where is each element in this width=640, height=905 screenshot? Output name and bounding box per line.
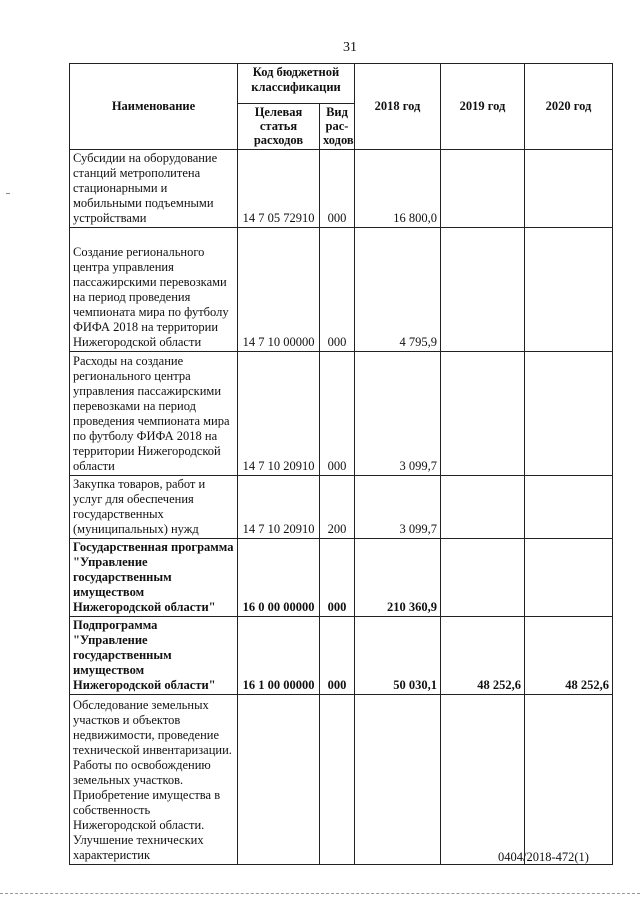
header-target-article: Целевая статья расходов: [238, 104, 320, 150]
row-code: [238, 695, 320, 865]
row-kind: 000: [320, 539, 355, 617]
table-row: [70, 695, 613, 865]
row-kind: 000: [320, 150, 355, 228]
row-name: Государственная программа "Управление государственным имуществом Нижегородской области": [70, 539, 238, 617]
row-code: 14 7 10 20910: [238, 476, 320, 539]
row-2019: [441, 150, 525, 228]
row-2020: [525, 539, 613, 617]
row-2018: 3 099,7: [355, 352, 441, 476]
budget-table: [69, 63, 613, 865]
row-kind: [320, 695, 355, 865]
row-2019: [441, 695, 525, 865]
header-2020: 2020 год: [525, 64, 613, 150]
header-expense-kind: Вид рас-ходов: [320, 104, 355, 150]
table-row: [70, 539, 613, 617]
row-code: 16 1 00 00000: [238, 617, 320, 695]
row-2020: [525, 228, 613, 352]
row-2019: [441, 352, 525, 476]
row-code: 14 7 05 72910: [238, 150, 320, 228]
row-2019: [441, 476, 525, 539]
row-kind: 000: [320, 352, 355, 476]
row-2020: [525, 352, 613, 476]
row-name: Обследование земельных участков и объектов недвижимости, проведение технической инвентаризации. Работы по освобождению земельных участков. Приобретение имущества в собственность Нижегородской области. Улучшение технических характеристик: [70, 695, 238, 865]
table-row: [70, 228, 613, 352]
row-name: Закупка товаров, работ и услуг для обеспечения государственных (муниципальных) нужд: [70, 476, 238, 539]
table-row: [70, 476, 613, 539]
header-name: Наименование: [70, 64, 238, 150]
row-name: Субсидии на оборудование станций метрополитена стационарными и мобильными подъемными устройствами: [70, 150, 238, 228]
margin-mark: [6, 193, 10, 194]
row-kind: 000: [320, 228, 355, 352]
row-kind: 200: [320, 476, 355, 539]
row-2018: 50 030,1: [355, 617, 441, 695]
row-2020: 48 252,6: [525, 617, 613, 695]
row-2018: 16 800,0: [355, 150, 441, 228]
page-number: 31: [343, 40, 357, 55]
row-2018: 210 360,9: [355, 539, 441, 617]
row-2020: [525, 695, 613, 865]
row-code: 16 0 00 00000: [238, 539, 320, 617]
header-2018: 2018 год: [355, 64, 441, 150]
row-2018: 3 099,7: [355, 476, 441, 539]
row-2019: [441, 228, 525, 352]
header-2019: 2019 год: [441, 64, 525, 150]
scan-edge-line: [0, 893, 640, 894]
row-2019: 48 252,6: [441, 617, 525, 695]
row-code: 14 7 10 20910: [238, 352, 320, 476]
row-2018: 4 795,9: [355, 228, 441, 352]
row-2018: [355, 695, 441, 865]
header-budget-code-group: Код бюджетной классификации: [238, 64, 355, 104]
table-row: [70, 617, 613, 695]
row-kind: 000: [320, 617, 355, 695]
table-row: [70, 352, 613, 476]
row-2020: [525, 476, 613, 539]
row-2019: [441, 539, 525, 617]
row-code: 14 7 10 00000: [238, 228, 320, 352]
row-name: Подпрограмма "Управление государственным имуществом Нижегородской области": [70, 617, 238, 695]
document-code: 0404/2018-472(1): [498, 850, 589, 864]
row-name: Расходы на создание регионального центра управления пассажирскими перевозками на период проведения чемпионата мира по футболу ФИФА 2018 на территории Нижегородской области: [70, 352, 238, 476]
table-row: [70, 150, 613, 228]
row-2020: [525, 150, 613, 228]
row-name: Создание регионального центра управления пассажирскими перевозками на период проведения чемпионата мира по футболу ФИФА 2018 на территории Нижегородской области: [70, 228, 238, 352]
